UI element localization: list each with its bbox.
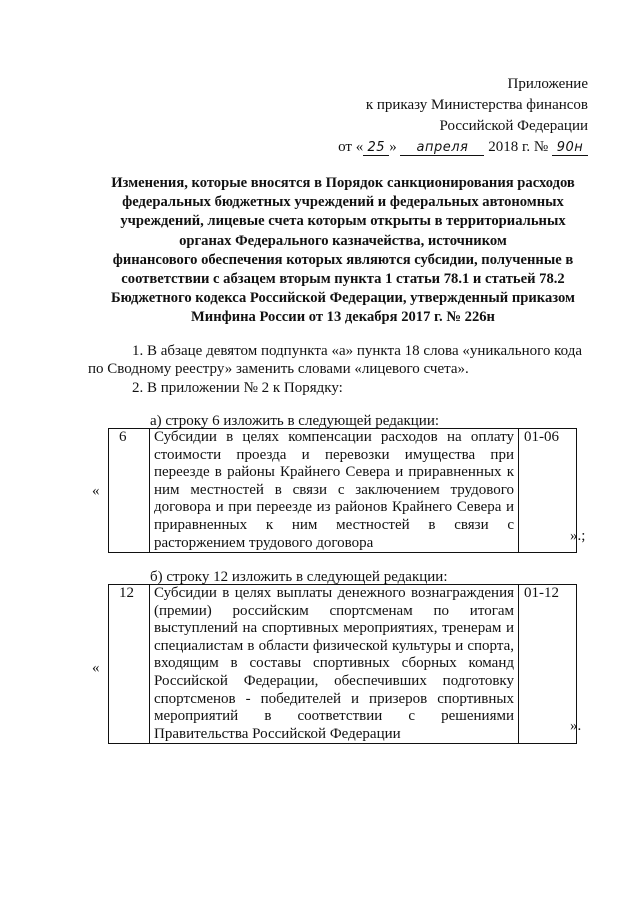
- item-a-close-quote: ».;: [570, 528, 586, 544]
- title-line: учреждений, лицевые счета которым открыты в территориальных: [120, 213, 566, 230]
- title-line: Минфина России от 13 декабря 2017 г. № 226н: [191, 309, 495, 326]
- appendix-header: [338, 74, 588, 158]
- row-code: 01-06: [519, 429, 577, 553]
- document-title: [88, 174, 598, 328]
- date-month: апреля: [400, 140, 484, 156]
- item-b-open-quote: «: [92, 660, 100, 676]
- ministry-country: Российской Федерации: [439, 118, 588, 134]
- item-b-table: [108, 584, 577, 744]
- item-a-open-quote: «: [92, 483, 100, 499]
- title-line: соответствии с абзацем вторым пункта 1 статьи 78.1 и статьей 78.2: [121, 271, 565, 288]
- table-row: [109, 585, 577, 744]
- date-close-quote: »: [389, 139, 397, 155]
- paragraph-1-line-1: 1. В абзаце девятом подпункта «а» пункта 18 слова «уникального кода: [132, 343, 583, 359]
- title-line: Бюджетного кодекса Российской Федерации, утвержденный приказом: [111, 290, 575, 307]
- order-date-line: [338, 137, 588, 158]
- title-line: федеральных бюджетных учреждений и федеральных автономных: [122, 194, 564, 211]
- row-number: 6: [109, 429, 150, 553]
- date-prefix: от «: [338, 139, 364, 155]
- date-day: 25: [363, 140, 389, 156]
- row-description: Субсидии в целях выплаты денежного вознаграждения (премии) российским спортсменам по итогам выступлений на спортивных мероприятиях, тренерам и специалистам в области физической культуры и спорта, входящим в составы спортивных сборных команд Российской Федерации, обеспечивших подготовку спортсменов - победителей и призеров спортивных мероприятий в соответствии с решениями Правительства Российской Федерации: [150, 585, 519, 744]
- title-line: финансового обеспечения которых являются субсидии, полученные в: [112, 251, 574, 268]
- row-code: 01-12: [519, 585, 577, 744]
- table-row: [109, 429, 577, 553]
- paragraph-1-line-2: по Сводному реестру» заменить словами «лицевого счета».: [88, 361, 469, 377]
- order-number: 90н: [552, 140, 588, 156]
- paragraph-2: 2. В приложении № 2 к Порядку:: [132, 380, 343, 396]
- appendix-label: Приложение: [507, 76, 588, 92]
- title-line: Изменения, которые вносятся в Порядок санкционирования расходов: [111, 175, 575, 191]
- order-reference: к приказу Министерства финансов: [365, 97, 588, 113]
- item-b-close-quote: ».: [570, 718, 582, 734]
- item-a-table: [108, 428, 577, 553]
- item-a-intro: а) строку 6 изложить в следующей редакции:: [150, 413, 440, 429]
- row-number: 12: [109, 585, 150, 744]
- date-year: 2018 г. №: [488, 139, 549, 155]
- item-b-intro: б) строку 12 изложить в следующей редакции:: [150, 569, 448, 585]
- title-line: органах Федерального казначейства, источником: [179, 232, 507, 249]
- row-description: Субсидии в целях компенсации расходов на оплату стоимости проезда и перевозки имущества при переезде в районы Крайнего Севера и приравненных к ним местностей в связи с заключением трудового договора и при переезде из районов Крайнего Севера и приравненных к ним местностей в связи с расторжением трудового договора: [150, 429, 519, 553]
